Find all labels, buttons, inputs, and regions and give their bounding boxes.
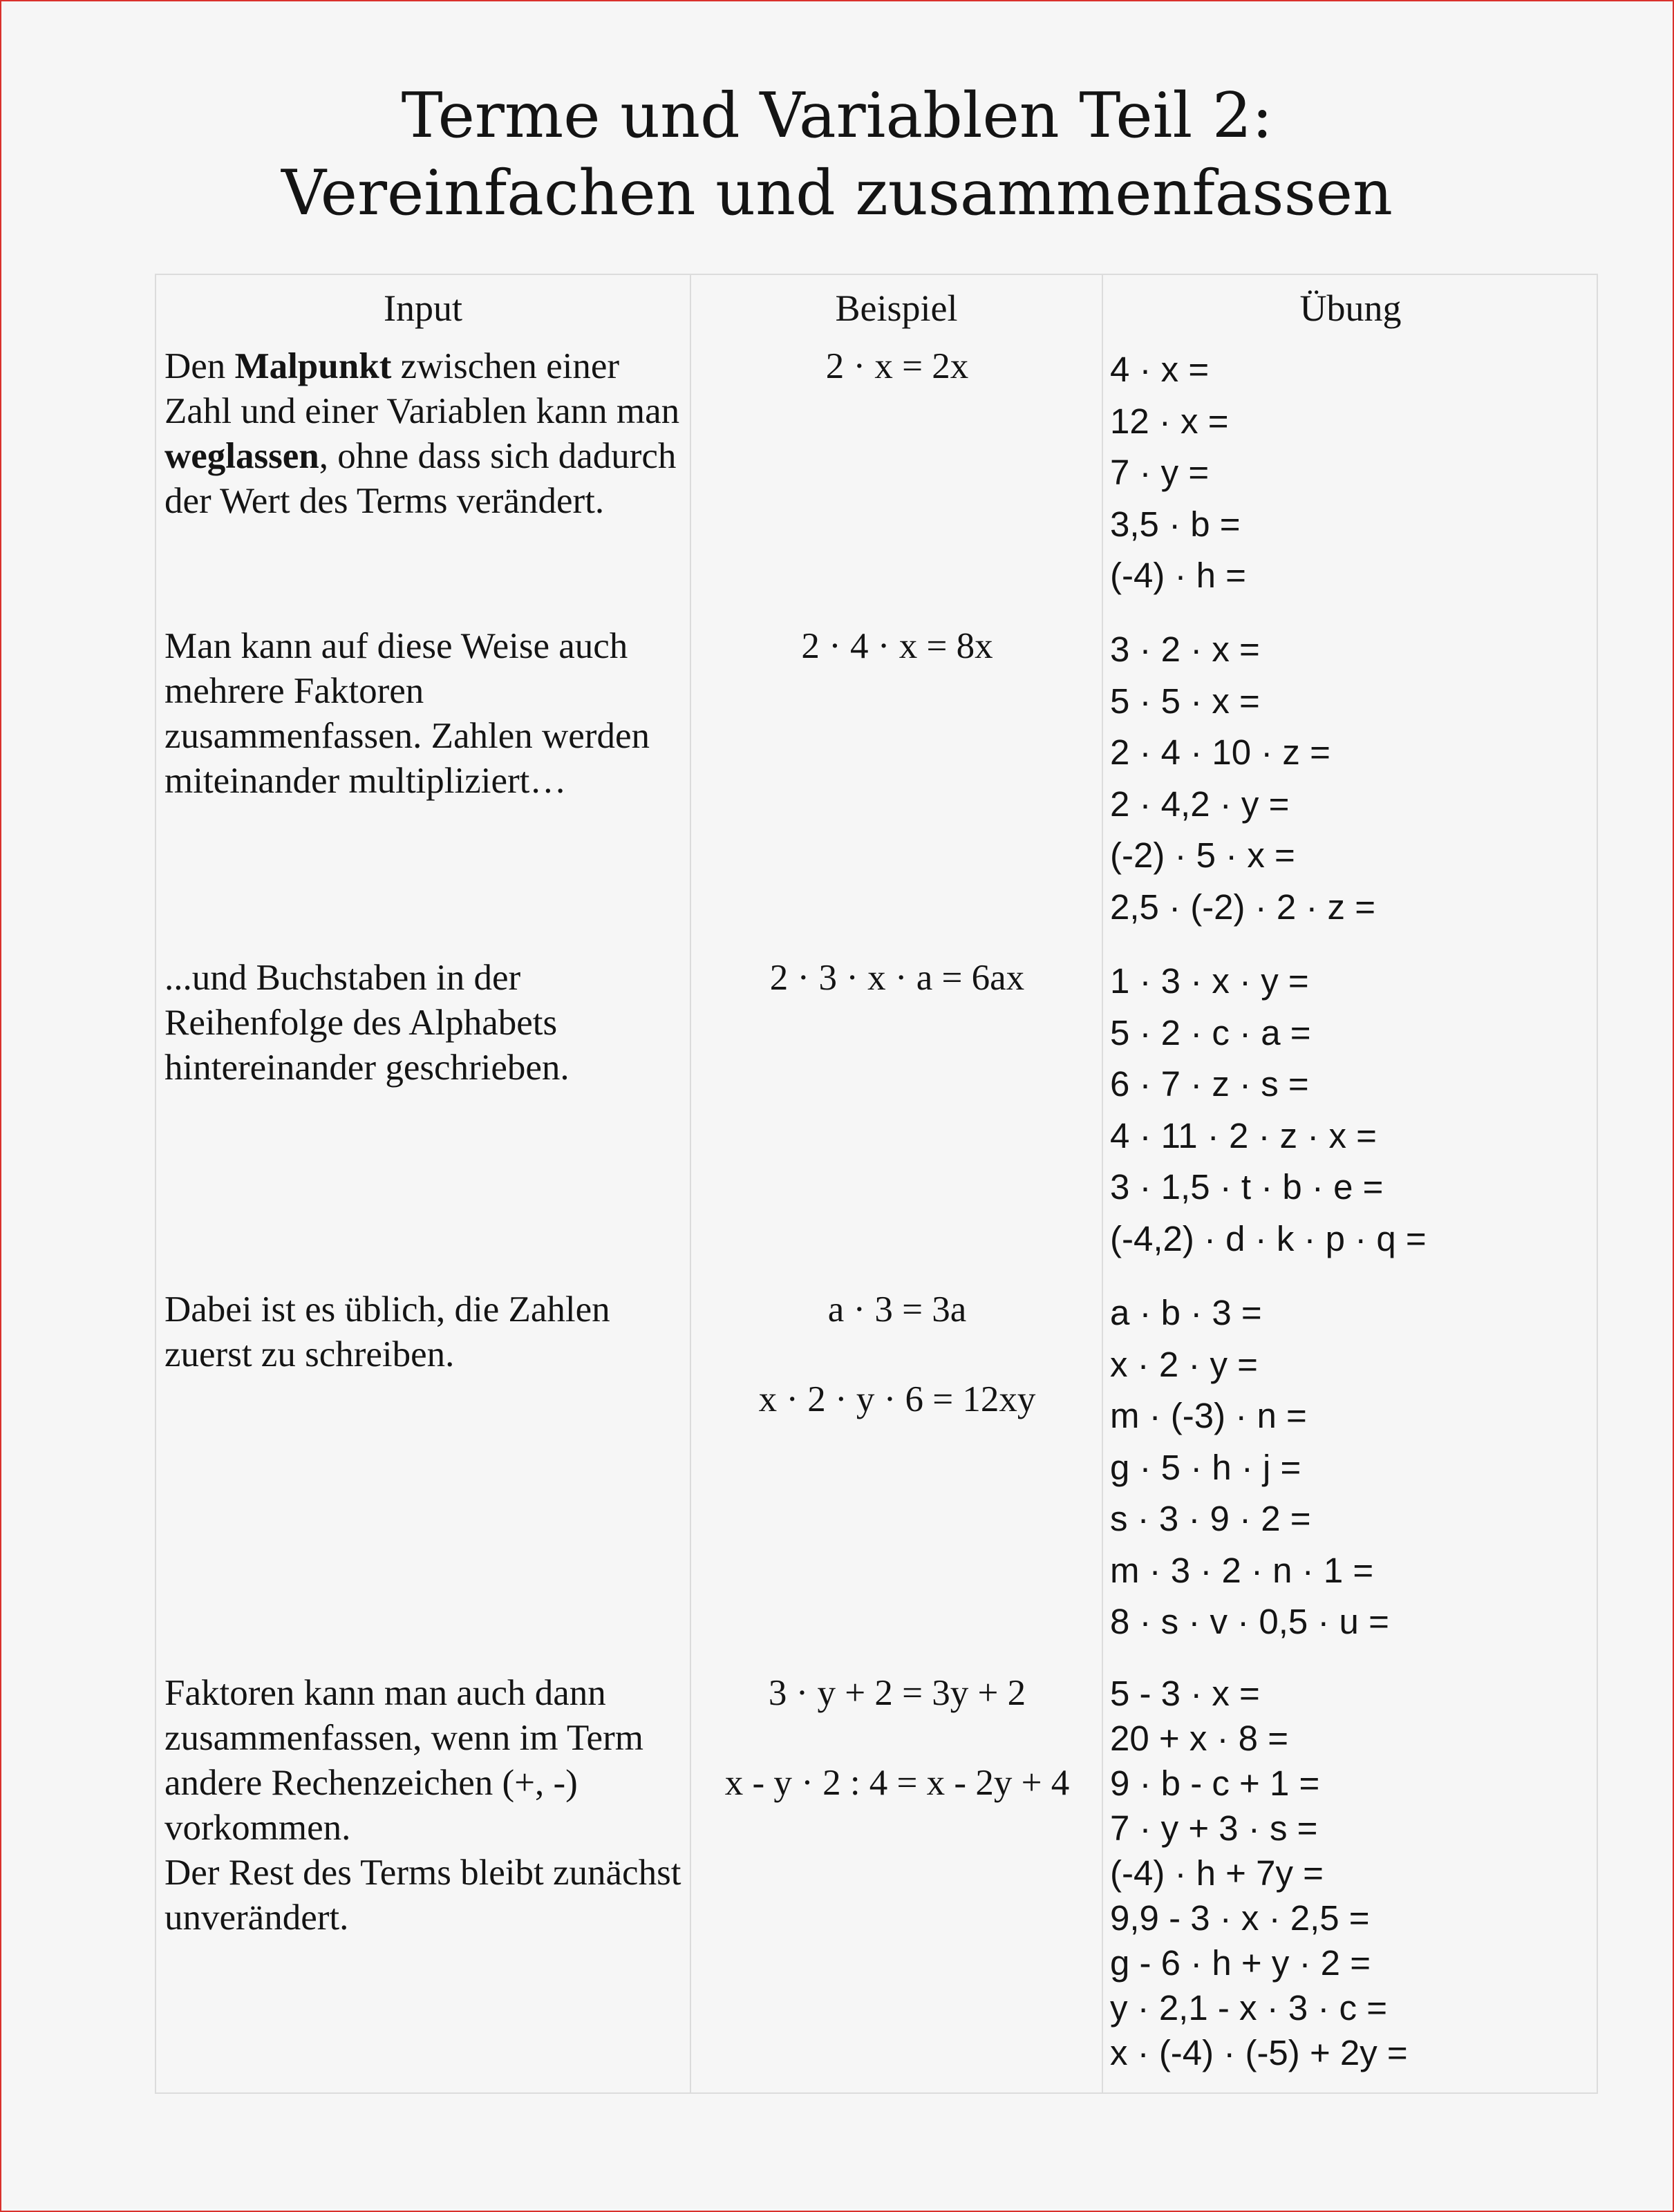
exercise-table <box>155 274 1598 2094</box>
exercise-item: (-4) · h + 7y = <box>1110 1853 1324 1893</box>
exercise-list <box>1110 344 1594 602</box>
exercise-item: 2 · 4 · 10 · z = <box>1110 732 1330 772</box>
exercise-item: s · 3 · 9 · 2 = <box>1110 1499 1311 1538</box>
explanation-paragraph: Faktoren kann man auch dann zusammenfassen, wenn im Term andere Rechenzeichen (+, -) vorkommen. <box>164 1673 643 1848</box>
exercise-item: 5 · 2 · c · a = <box>1110 1012 1311 1052</box>
exercise-item: 4 · 11 · 2 · z · x = <box>1110 1115 1377 1155</box>
exercise-item: 3 · 1,5 · t · b · e = <box>1110 1167 1384 1207</box>
exercise-list <box>1110 956 1594 1265</box>
exercise-item: 5 · 5 · x = <box>1110 681 1260 721</box>
exercise-item: 7 · y + 3 · s = <box>1110 1808 1318 1848</box>
header-uebung: Übung <box>1299 287 1402 329</box>
column-divider <box>1102 275 1103 2092</box>
exercise-list <box>1110 1287 1594 1648</box>
exercise-item: g · 5 · h · j = <box>1110 1447 1301 1487</box>
exercise-item: (-4) · h = <box>1110 556 1246 595</box>
exercise-item: 20 + x · 8 = <box>1110 1719 1288 1758</box>
example-cell <box>691 624 1103 669</box>
header-beispiel: Beispiel <box>835 287 958 329</box>
explanation-text: Den Malpunkt zwischen einer Zahl und einer Variablen kann man weglassen, ohne dass sich dadurch der Wert des Terms verändert. <box>164 346 680 521</box>
example-cell <box>691 1671 1103 1806</box>
explanation-text: Dabei ist es üblich, die Zahlen zuerst zu schreiben. <box>164 1289 610 1374</box>
exercise-item: 2 · 4,2 · y = <box>1110 784 1290 824</box>
exercise-item: m · (-3) · n = <box>1110 1396 1307 1435</box>
exercise-item: 3 · 2 · x = <box>1110 630 1260 669</box>
exercise-item: 4 · x = <box>1110 350 1210 389</box>
example-term: 2 · 4 · x = 8x <box>801 626 993 666</box>
explanation-text: ...und Buchstaben in der Reihenfolge des Alphabets hintereinander geschrieben. <box>164 958 570 1088</box>
exercise-item: 5 - 3 · x = <box>1110 1674 1260 1713</box>
column-divider <box>690 275 691 2092</box>
exercise-item: 9 · b - c + 1 = <box>1110 1764 1320 1803</box>
exercise-list <box>1110 1671 1594 2075</box>
exercise-item: 12 · x = <box>1110 401 1229 441</box>
exercise-item: 9,9 - 3 · x · 2,5 = <box>1110 1898 1370 1938</box>
exercise-item: 7 · y = <box>1110 453 1210 492</box>
header-input: Input <box>384 287 462 329</box>
explanation-text: Man kann auf diese Weise auch mehrere Faktoren zusammenfassen. Zahlen werden miteinander multipliziert… <box>164 626 650 801</box>
exercise-item: (-2) · 5 · x = <box>1110 835 1295 875</box>
exercise-item: x · 2 · y = <box>1110 1344 1258 1384</box>
exercise-item: 6 · 7 · z · s = <box>1110 1064 1309 1104</box>
exercise-item: (-4,2) · d · k · p · q = <box>1110 1218 1427 1258</box>
exercise-item: 1 · 3 · x · y = <box>1110 961 1309 1001</box>
example-term: x · 2 · y · 6 = 12xy <box>758 1379 1036 1419</box>
example-term: x - y · 2 : 4 = x - 2y + 4 <box>724 1763 1070 1803</box>
explanation-text <box>164 1671 690 1940</box>
exercise-item: 8 · s · v · 0,5 · u = <box>1110 1602 1389 1641</box>
exercise-item: m · 3 · 2 · n · 1 = <box>1110 1550 1374 1590</box>
example-cell <box>691 1287 1103 1422</box>
exercise-item: 2,5 · (-2) · 2 · z = <box>1110 887 1375 927</box>
emphasis: Malpunkt <box>234 346 392 386</box>
example-term: a · 3 = 3a <box>827 1289 967 1330</box>
exercise-item: 3,5 · b = <box>1110 504 1241 544</box>
example-term: 2 · x = 2x <box>825 346 969 386</box>
exercise-item: y · 2,1 - x · 3 · c = <box>1110 1988 1388 2027</box>
title-line-2: Vereinfachen und zusammenfassen <box>281 157 1393 229</box>
example-cell <box>691 956 1103 1001</box>
page-title <box>0 77 1674 232</box>
exercise-list <box>1110 624 1594 933</box>
exercise-item: g - 6 · h + y · 2 = <box>1110 1943 1371 1983</box>
example-term: 2 · 3 · x · a = 6ax <box>769 958 1025 998</box>
exercise-item: x · (-4) · (-5) + 2y = <box>1110 2033 1408 2072</box>
example-cell <box>691 344 1103 389</box>
explanation-paragraph: Der Rest des Terms bleibt zunächst unverändert. <box>164 1853 681 1938</box>
example-term: 3 · y + 2 = 3y + 2 <box>768 1673 1026 1713</box>
exercise-item: a · b · 3 = <box>1110 1293 1262 1332</box>
title-line-1: Terme und Variablen Teil 2: <box>401 79 1273 152</box>
emphasis: weglassen <box>164 436 319 476</box>
